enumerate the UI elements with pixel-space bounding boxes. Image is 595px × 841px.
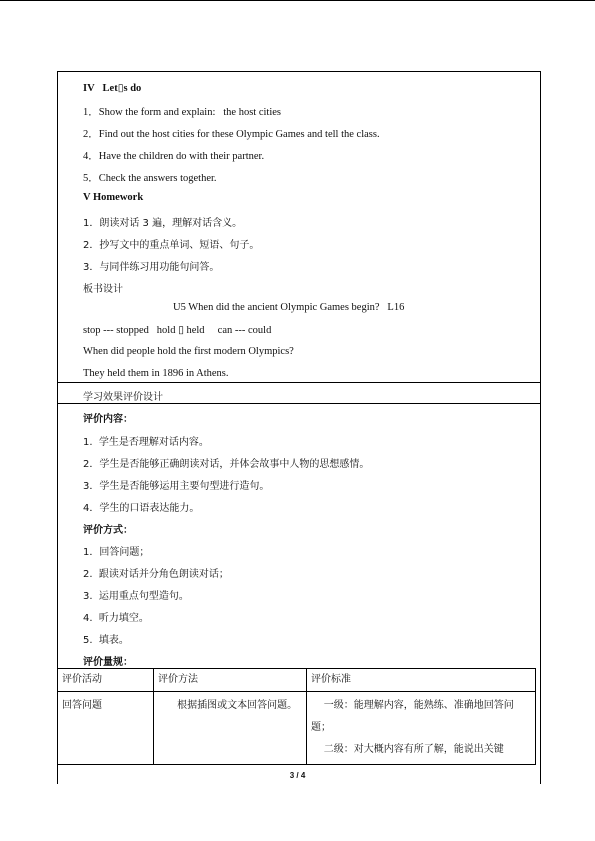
board-title: U5 When did the ancient Olympic Games begin? L16 — [173, 302, 405, 313]
evaluation-method-item: 4. 听力填空。 — [83, 613, 149, 624]
lets-do-heading: IV Let▯s do — [83, 83, 142, 94]
evaluation-content-item: 3．学生是否能够运用主要句型进行造句。 — [83, 481, 270, 492]
evaluation-method-item: 5. 填表。 — [83, 635, 129, 646]
homework-item: 3．与同伴练习用功能句问答。 — [83, 262, 220, 273]
rubric-header-method: 评价方法 — [154, 669, 307, 692]
rubric-table — [57, 668, 536, 765]
evaluation-method-item: 3. 运用重点句型造句。 — [83, 591, 189, 602]
section-divider — [57, 403, 541, 404]
board-question: When did people hold the first modern Olympics? — [83, 346, 294, 357]
evaluation-content-item: 2．学生是否能够正确朗读对话，并体会故事中人物的思想感情。 — [83, 459, 370, 470]
rubric-criteria-cell — [307, 692, 536, 765]
evaluation-content-item: 1. 学生是否理解对话内容。 — [83, 437, 209, 448]
homework-item: 1．朗读对话 3 遍，理解对话含义。 — [83, 218, 243, 229]
lets-do-item: 4．Have the children do with their partner. — [83, 151, 265, 162]
rubric-header-criteria: 评价标准 — [307, 669, 536, 692]
rubric-row — [58, 692, 536, 765]
evaluation-method-item: 1．回答问题； — [83, 547, 150, 558]
rubric-activity-cell: 回答问题 — [58, 692, 154, 765]
lets-do-item: 5．Check the answers together. — [83, 173, 217, 184]
board-design-label: 板书设计 — [83, 284, 123, 295]
rubric-criteria-level-1: 一级：能理解内容，能熟练、准确地回答问题； — [311, 700, 514, 733]
rubric-header-activity: 评价活动 — [58, 669, 154, 692]
rubric-criteria-level-2: 二级：对大概内容有所了解，能说出关键 — [311, 744, 504, 755]
evaluation-content-heading: 评价内容： — [83, 414, 133, 425]
board-answer: They held them in 1896 in Athens. — [83, 368, 229, 379]
lets-do-item: 2．Find out the host cities for these Olympic Games and tell the class. — [83, 129, 380, 140]
homework-item: 2．抄写文中的重点单词、短语、句子。 — [83, 240, 260, 251]
page-number: 3 / 4 — [289, 771, 306, 780]
rubric-heading: 评价量规： — [83, 657, 133, 668]
lets-do-item: 1．Show the form and explain: the host cities — [83, 107, 282, 118]
board-verbs: stop --- stopped hold ▯ held can --- could — [83, 325, 272, 336]
evaluation-content-item: 4．学生的口语表达能力。 — [83, 503, 200, 514]
rubric-header-row — [58, 669, 536, 692]
evaluation-section-title: 学习效果评价设计 — [83, 392, 163, 403]
homework-heading: V Homework — [83, 192, 144, 203]
rubric-method-cell: 根据插图或文本回答问题。 — [154, 692, 307, 765]
section-divider — [57, 382, 541, 383]
header-rule — [0, 0, 595, 1]
evaluation-method-item: 2. 跟读对话并分角色朗读对话； — [83, 569, 229, 580]
evaluation-method-heading: 评价方式： — [83, 525, 133, 536]
